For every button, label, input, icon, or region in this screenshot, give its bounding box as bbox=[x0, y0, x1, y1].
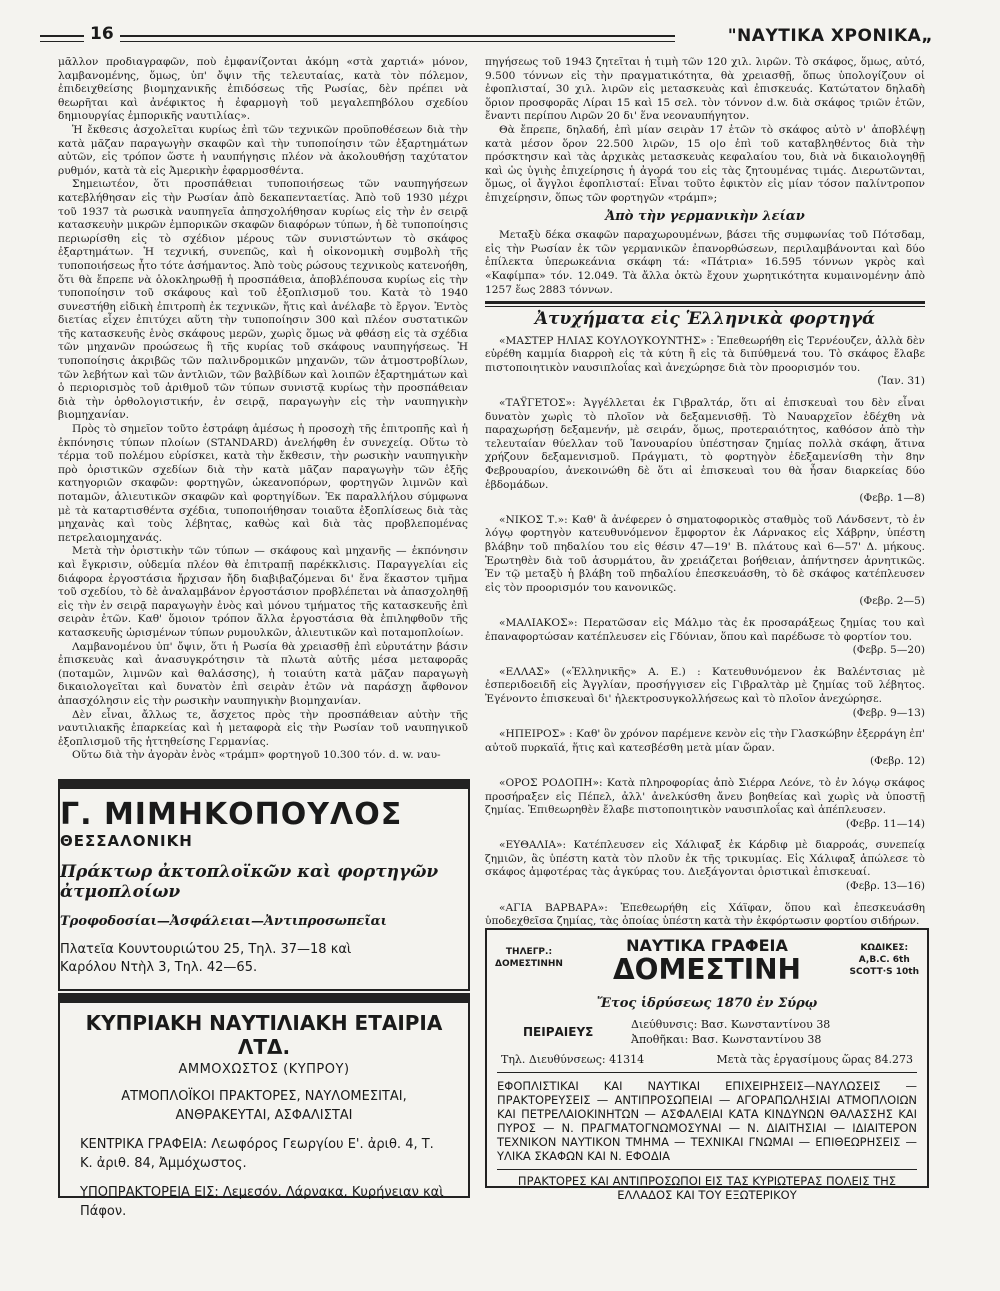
right-column bbox=[485, 56, 925, 950]
telephone-office: Τηλ. Διευθύνσεως: 41314 bbox=[501, 1053, 645, 1066]
address-line: Ἀποθῆκαι: Βασ. Κωνσταντίνου 38 bbox=[631, 1033, 822, 1046]
codes-label: ΚΩΔΙΚΕΣ: bbox=[860, 943, 909, 953]
article-paragraph: πηγήσεως τοῦ 1943 ζητεῖται ἡ τιμὴ τῶν 120 χιλ. λιρῶν. Τὸ σκάφος, ὅμως, αὐτό, 9.500 τόννων εἰς τὴν πραγματικότητα, θὰ χρειασθῇ, ὅπως ὑπολογίζουν οἱ ἐφοπλισταί, 30 χιλ. λιρῶν εἰς μετασκευὰς καὶ ἐπισκευάς. Κατώτατον δηλαδὴ ὅριον προσφορᾶς Λίραι 15 καὶ 15 σελ. τὸν τόννον d.w. διὰ σκάφος τριῶν ἐτῶν, ἔναντι περίπου Λιρῶν 20 δι' ἕνα νεοναυπήγητον. bbox=[485, 56, 925, 123]
header-rule-left bbox=[40, 35, 84, 42]
telegraph-address: ΔΟΜΕΣΤΙΝΗΝ bbox=[495, 959, 563, 969]
telephone-line bbox=[501, 1053, 913, 1066]
entry-date: (Φεβρ. 12) bbox=[869, 755, 925, 768]
article-paragraph: Σημειωτέον, ὅτι προσπάθειαι τυποποιήσεως τῶν ναυπηγήσεων κατεβλήθησαν εἰς τὴν Ρωσίαν ἀπὸ δεκαπενταετίας. Ἀπὸ τοῦ 1930 μέχρι τοῦ 1937 τὰ ρωσικὰ ναυπηγεῖα ἀπησχολήθησαν κυρίως εἰς τὴν ἐν σειρᾷ κατασκευὴν μικρῶν ἐμπορικῶν σκαφῶν διαφόρων τύπων, ἡ δὲ τυποποίησις περιωρίσθη εἰς τὸ σχέδιον μέρους τῶν συνιστώντων τὸ σκάφος ἐξαρτημάτων. Ἡ τεχνική, συνεπῶς, καὶ ἡ οἰκονομικὴ συμβολὴ τῆς τυποποιήσεως ἦτο τότε ἀσήμαντος. Ἀπὸ τοὺς ρώσους τεχνικοὺς κατενοήθη, ὅτι θὰ ἔπρεπε νὰ ὁλοκληρωθῇ ἡ προσπάθεια, ἀποβλέπουσα κυρίως εἰς τὴν τυποποίησιν τοῦ σκάφους καὶ τοῦ ἐξοπλισμοῦ του. Κατὰ τὸ 1940 συνεστήθη εἰδικὴ ἐπιτροπὴ ἐκ τεχνικῶν, ἥτις καὶ ἀνέλαβε τὸ ἔργον. Ἐντὸς διετίας εἶχεν ἐπιτύχει αὕτη τὴν τυποποίησιν 300 καὶ πλέον συστατικῶν τῆς κατασκευῆς ἑνὸς σκάφους μερῶν, χωρὶς ὅμως νὰ φθάσῃ εἰς τὰ σχέδια τῶν μηχανῶν προώσεως ἢ τῆς κυρίας τοῦ σκάφους ναυπηγήσεως. Ἡ τυποποίησις ἀκριβῶς τῶν παλινδρομικῶν μηχανῶν, τῶν ἀτμοστροβίλων, τῶν λεβήτων καὶ τῶν ἀντλιῶν, τῶν βαλβίδων καὶ λοιπῶν ἐξαρτημάτων καὶ ὁ περιορισμὸς τοῦ ἀριθμοῦ τῶν τύπων συνιστᾷ κυρίως τὴν προσπάθειαν διὰ τὴν ὀρθολογιστικήν, ἐν σειρᾷ, παραγωγὴν εἰς τὴν ναυπηγικὴν βιομηχανίαν. bbox=[58, 178, 468, 422]
telephone-after-hours: Μετὰ τὰς ἐργασίμους ὥρας 84.273 bbox=[716, 1053, 913, 1066]
article-paragraph: Θὰ ἔπρεπε, δηλαδή, ἐπὶ μίαν σειρὰν 17 ἐτῶν τὸ σκάφος αὐτὸ ν' ἀποβλέψῃ κατὰ μέσον ὅρον 22.500 λιρῶν, 15 ο|ο ἐπὶ τοῦ καταβληθέντος διὰ τὴν πρόσκτησιν καὶ τὰς ἀρχικὰς μετασκευὰς κεφαλαίου του, διὰ νὰ δικαιολογηθῇ καὶ ὡς ὑγιὴς ἐπιχείρησις ἡ ἀγορά του εἰς τὰς ζητουμένας τιμάς. Διερωτῶνται, ὅμως, οἱ ἄγγλοι ἐφοπλισταί: Εἶναι τοῦτο ἐφικτὸν εἰς μίαν τόσον παλίντροπον ἐπιχείρησιν, ὅπως τῶν φορτηγῶν «τράμπ»; bbox=[485, 123, 925, 204]
entry-date: (Ἰαν. 31) bbox=[877, 375, 925, 388]
company-city: ΠΕΙΡΑΙΕΥΣ bbox=[523, 1025, 594, 1039]
founding-year: Ἔτος ἱδρύσεως 1870 ἐν Σύρῳ bbox=[596, 996, 818, 1011]
ad-header bbox=[487, 930, 927, 996]
entry-date: (Φεβρ. 5—20) bbox=[852, 644, 925, 657]
entry-text: «ΗΠΕΙΡΟΣ» : Καθ' ὃν χρόνον παρέμενε κενὸν εἰς τὴν Γλασκώβην ἐξερράγη ἐπ' αὐτοῦ πυρκαϊά, ἥτις καὶ κατεσβέσθη μετὰ μίαν ὥραν. bbox=[485, 728, 925, 754]
address-lines bbox=[631, 1017, 913, 1047]
entry-text: «ΤΑΫΓΕΤΟΣ»: Ἀγγέλλεται ἐκ Γιβραλτάρ, ὅτι αἱ ἐπισκευαὶ του δὲν εἶναι δυνατὸν χωρὶς τὸ πλοῖον νὰ δεξαμενισθῇ. Τὸ Ναυαρχεῖον ἐδέχθη νὰ παραχωρήσῃ δεξαμενήν, μὲ σειράν, ὅμως, προτεραιότητος, καθόσον ἀπὸ τὴν τελευταίαν θύελλαν τοῦ Ἰανουαρίου ὑπέστησαν ζημίας πολλὰ σκάφη, ἅτινα χρήζουν δεξαμενισμοῦ. Πράγματι, τὸ φορτηγὸν ἐδεξαμενίσθη τὴν 8ην Φεβρουαρίου, ἀνεκοινώθη δὲ ὅτι αἱ ἐπισκευαὶ του θὰ ἦσαν διαρκείας δύο ἑβδομάδων. bbox=[485, 397, 925, 491]
entry-text: «ΜΑΣΤΕΡ ΗΛΙΑΣ ΚΟΥΛΟΥΚΟΥΝΤΗΣ» : Ἐπεθεωρήθη εἰς Τερνέουζεν, ἀλλὰ δὲν εὑρέθη καμμία διαρροὴ εἰς τὰ κύτη ἢ εἰς τὰ διπύθμενά του. Τὸ σκάφος ἔλαβε πιστοποιητικὸν ναυσιπλοΐας καὶ ἀνεχώρησε διὰ τὸν προορισμόν του. bbox=[485, 334, 925, 374]
company-address bbox=[501, 1017, 913, 1047]
accident-entry bbox=[485, 777, 925, 831]
page-header bbox=[40, 22, 945, 52]
subsection-heading: Ἀπὸ τὴν γερμανικὴν λείαν bbox=[605, 208, 805, 224]
page-number: 16 bbox=[90, 24, 114, 44]
telegraph-label: ΤΗΛΕΓΡ.: bbox=[505, 947, 553, 957]
company-location: ΑΜΜΟΧΩΣΤΟΣ (ΚΥΠΡΟΥ) bbox=[178, 1062, 350, 1077]
accident-entry bbox=[485, 617, 925, 658]
company-headquarters: ΚΕΝΤΡΙΚΑ ΓΡΑΦΕΙΑ: Λεωφόρος Γεωργίου Ε'. ἀριθ. 4, Τ. Κ. ἀριθ. 84, Ἀμμόχωστος. bbox=[80, 1137, 434, 1171]
section-divider bbox=[485, 301, 925, 307]
company-type: ΝΑΥΤΙΚΑ ΓΡΑΦΕΙΑ bbox=[626, 936, 788, 955]
article-paragraph: Λαμβανομένου ὑπ' ὄψιν, ὅτι ἡ Ρωσία θὰ χρειασθῇ ἐπὶ εὐρυτάτην βάσιν ἐπισκευὰς καὶ ἀνασυγκρότησιν τὰ πλωτὰ αὐτῆς μέσα μεταφορᾶς (ποταμῶν, λιμνῶν καὶ θαλάσσης), ἡ τοιαύτη κατὰ μᾶζαν παραγωγὴ δικαιολογεῖται καὶ δυνατὸν ἐπὶ σειρὰν ἐτῶν νὰ παράσχῃ ἄφθονον ἀπασχόλησιν εἰς τὴν ρωσικὴν ναυπηγικὴν βιομηχανίαν. bbox=[58, 640, 468, 707]
advertiser-services: Τροφοδοσίαι—Ἀσφάλειαι—Ἀντιπροσωπεῖαι bbox=[60, 914, 387, 929]
address-line: Καρόλου Ντὴλ 3, Τηλ. 42—65. bbox=[60, 960, 258, 975]
company-services: ΕΦΟΠΛΙΣΤΙΚΑΙ ΚΑΙ ΝΑΥΤΙΚΑΙ ΕΠΙΧΕΙΡΗΣΕΙΣ—ΝΑΥΛΩΣΕΙΣ — ΠΡΑΚΤΟΡΕΥΣΕΙΣ — ΑΝΤΙΠΡΟΣΩΠΕΙΑΙ — ΑΓΟΡΑΠΩΛΗΣΙΑΙ ΑΤΜΟΠΛΟΙΩΝ ΚΑΙ ΠΕΤΡΕΛΑΙΟΚΙΝΗΤΩΝ — ΑΣΦΑΛΕΙΑΙ ΚΑΤΑ ΚΙΝΔΥΝΩΝ ΘΑΛΑΣΣΗΣ ΚΑΙ ΠΥΡΟΣ — Ν. ΠΡΑΓΜΑΤΟΓΝΩΜΟΣΥΝΑΙ — Ν. ΔΙΑΙΤΗΣΙΑΙ — ΙΔΙΑΙΤΕΡΟΝ ΤΕΧΝΙΚΟΝ ΝΑΥΤΙΚΟΝ ΤΜΗΜΑ — ΤΕΧΝΙΚΑΙ ΓΝΩΜΑΙ — ΕΠΙΘΕΩΡΗΣΕΙΣ — ΥΛΙΚΑ ΣΚΑΦΩΝ ΚΑΙ Ν. ΕΦΟΔΙΑ bbox=[497, 1072, 917, 1163]
entry-text: «ΑΓΙΑ ΒΑΡΒΑΡΑ»: Ἐπεθεωρήθη εἰς Χάϊφαν, ὅπου καὶ ἐπεσκευάσθη ὑποδεχθεῖσα ζημίας, τὰς ὁποίας ὑπέστη κατὰ τὴν ἐκφόρτωσιν φορτίου σιδήρων. bbox=[485, 901, 925, 928]
entry-text: «ΜΑΛΙΑΚΟΣ»: Περατῶσαν εἰς Μάλμο τὰς ἐκ προσαράξεως ζημίας του καὶ ἐπαναφορτώσαν κατέπλευσεν εἰς Γδύνιαν, ὅπου καὶ παρέδωσε τὸ φορτίον του. bbox=[485, 616, 925, 643]
accident-entry bbox=[485, 514, 925, 609]
telegraph-info bbox=[495, 946, 563, 970]
accident-entry bbox=[485, 335, 925, 389]
advertiser-address bbox=[60, 941, 468, 977]
article-paragraph: Μεταξὺ δέκα σκαφῶν παραχωρουμένων, βάσει τῆς συμφωνίας τοῦ Πότσδαμ, εἰς τὴν Ρωσίαν ἐκ τῶν γερμανικῶν ἐπανορθώσεων, περιλαμβάνονται καὶ δύο ἐπίλεκτα ὑπερωκεάνια σκάφη τά: «Πάτρια» 16.595 τόννων γκρὸς καὶ «Καφίμπα» τόν. 12.049. Τὰ ἄλλα ὀκτὼ ἔχουν χωρητικότητα κυμαινομένην ἀπὸ 1257 ἕως 2883 τόννων. bbox=[485, 229, 925, 296]
article-paragraph: Οὕτω διὰ τὴν ἀγορὰν ἑνὸς «τράμπ» φορτηγοῦ 10.300 τόν. d. w. ναυ- bbox=[72, 749, 441, 762]
code-abc: A,B.C. 6th bbox=[858, 955, 910, 965]
publication-title: "ΝΑΥΤΙΚΑ ΧΡΟΝΙΚΑ„ bbox=[727, 26, 933, 46]
advertisement-kypriaki bbox=[58, 993, 470, 1219]
article-paragraph: μᾶλλον προδιαγραφῶν, ποὺ ἐμφανίζονται ἀκόμη «στὰ χαρτιά» μόνον, λαμβανομένης, ὅμως, ὑπ' ὄψιν τῆς τελευταίας, κατὰ τὸν πόλεμον, ἐπιδειχθείσης βιομηχανικῆς ἐπιδόσεως τῆς Ρωσίας, δὲν πρέπει νὰ θεωρῆται καὶ ἀνέφικτος ἡ ἐφαρμογὴ τοῦ μεγαλεπηβόλου σχεδίου δημιουργίας ἐμπορικῆς ναυτιλίας». bbox=[58, 56, 468, 123]
accident-entry bbox=[485, 728, 925, 769]
codes-info bbox=[850, 942, 920, 978]
entry-text: «ΟΡΟΣ ΡΟΔΟΠΗ»: Κατὰ πληροφορίας ἀπὸ Σιέρρα Λεόνε, τὸ ἐν λόγῳ σκάφος προσήραξεν εἰς Πέπελ, ἀλλ' ἀνελκύσθη ἄνευ βοηθείας καὶ χωρὶς νὰ ὑποστῇ ζημίας. Ἐπιθεωρηθὲν ἔλαβε πιστοποιητικὸν ναυσιπλοΐας καὶ ἀπέπλευσεν. bbox=[485, 776, 925, 817]
header-rule-middle bbox=[120, 35, 675, 42]
article-paragraph: Πρὸς τὸ σημεῖον τοῦτο ἐστράφη ἀμέσως ἡ προσοχὴ τῆς ἐπιτροπῆς καὶ ἡ ἐκπόνησις τύπων πλοίων (STANDARD) ἀνελήφθη ἐν συνεχείᾳ. Οὕτω τὸ τέρμα τοῦ πολέμου εὑρίσκει, κατὰ τὴν ἔκθεσιν, τὴν ρωσικὴν ναυπηγικὴν πρὸ ὁριστικῶν σχεδίων διὰ τὴν κατὰ μᾶζαν παραγωγὴν τῶν ἑξῆς κατηγοριῶν σκαφῶν: φορτηγῶν, ὠκεανοπόρων, φορτηγῶν λιμνῶν καὶ ποταμῶν, ἁλιευτικῶν σκαφῶν καὶ φορτηγίδων. Ἐκ παραλλήλου σύμφωνα μὲ τὰ καταρτισθέντα σχέδια, τυποποιήθησαν τοιαῦτα ἐξοπλίσεως διὰ τὰς μηχανὰς καὶ τοὺς λέβητας, καθὼς καὶ διὰ τὰς προβλεπομένας πετρελαιομηχανάς. bbox=[58, 423, 468, 544]
accident-entry bbox=[485, 839, 925, 893]
section-title: Ἀτυχήματα εἰς Ἑλληνικὰ φορτηγά bbox=[534, 309, 876, 330]
company-branches: ΥΠΟΠΡΑΚΤΟΡΕΙΑ ΕΙΣ: Λεμεσόν, Λάρνακα, Κυρήνειαν καὶ Πάφον. bbox=[80, 1185, 444, 1219]
advertisement-mimikopoulos bbox=[58, 779, 470, 991]
accident-entry bbox=[485, 666, 925, 720]
advertiser-name: Γ. ΜΙΜΗΚΟΠΟΥΛΟΣ bbox=[60, 797, 403, 832]
entry-date: (Φεβρ. 11—14) bbox=[845, 817, 925, 830]
advertisement-domestini bbox=[485, 928, 929, 1202]
entry-date: (Φεβρ. 1—8) bbox=[859, 492, 925, 505]
company-name-block bbox=[592, 936, 822, 985]
entry-text: «ΕΛΛΑΣ» («Ἑλληνικῆς» Α. Ε.) : Κατευθυνόμενον ἐκ Βαλέντσιας μὲ ἐσπεριδοειδῆ εἰς Ἀγγλίαν, προσήγγισεν εἰς Γιβραλτὰρ μὲ ζημίας τοῦ λέβητος. Ἐγένοντο ἐπισκευαὶ δι' ἠλεκτροσυγκολλήσεως καὶ τὸ πλοῖον ἀνεχώρησε. bbox=[485, 665, 925, 705]
address-line: Πλατεῖα Κουντουριώτου 25, Τηλ. 37—18 καὶ bbox=[60, 942, 352, 957]
left-column bbox=[58, 56, 468, 763]
company-name: ΚΥΠΡΙΑΚΗ ΝΑΥΤΙΛΙΑΚΗ ΕΤΑΙΡΙΑ ΛΤΔ. bbox=[85, 1011, 443, 1059]
advertiser-city: ΘΕΣΣΑΛΟΝΙΚΗ bbox=[60, 832, 193, 850]
advertiser-business: Πράκτωρ ἀκτοπλοϊκῶν καὶ φορτηγῶν ἀτμοπλοίων bbox=[60, 862, 439, 902]
entry-date: (Φεβρ. 2—5) bbox=[859, 595, 925, 608]
address-line: Διεύθυνσις: Βασ. Κωνσταντίνου 38 bbox=[631, 1018, 831, 1031]
company-agents: ΠΡΑΚΤΟΡΕΣ ΚΑΙ ΑΝΤΙΠΡΟΣΩΠΟΙ ΕΙΣ ΤΑΣ ΚΥΡΙΩΤΕΡΑΣ ΠΟΛΕΙΣ ΤΗΣ ΕΛΛΑΔΟΣ ΚΑΙ ΤΟΥ ΕΞΩΤΕΡΙΚΟΥ bbox=[497, 1169, 917, 1202]
article-paragraph: Δὲν εἶναι, ἄλλως τε, ἄσχετος πρὸς τὴν προσπάθειαν αὐτὴν τῆς ναυτιλιακῆς ἐπαρκείας καὶ ἡ μεταφορὰ εἰς τὴν Ρωσίαν τοῦ ναυπηγικοῦ ἐξοπλισμοῦ τῆς ἡττηθείσης Γερμανίας. bbox=[58, 708, 468, 748]
entry-text: «ΕΥΘΑΛΙΑ»: Κατέπλευσεν εἰς Χάλιφαξ ἐκ Κάρδιφ μὲ διαρροάς, συνεπείᾳ ζημιῶν, ἃς ὑπέστη κατὰ τὸν πλοῦν ἐκ τῆς τρικυμίας. Εἰς Χάλιφαξ ἀπώλεσε τὸ σκάφος ἀμφοτέρας τὰς ἀγκύρας του. Διεξάγονται ὁριστικαὶ ἐπισκευαί. bbox=[485, 839, 925, 879]
article-paragraph: Μετὰ τὴν ὁριστικὴν τῶν τύπων — σκάφους καὶ μηχανῆς — ἐκπόνησιν καὶ ἔγκρισιν, οὐδεμία πλέον θὰ ἐπιτραπῇ παρέκκλισις. Παραγγελίαι εἰς διάφορα ἐργοστάσια ἤρχισαν ἤδη διαβιβαζόμεναι δι' ἕνα ἕκαστον τμῆμα τοῦ σχεδίου, τὸ δὲ ἀναλαμβάνον ἐργοστάσιον προβλέπεται νὰ ἀπασχοληθῇ εἰς τὴν ἐν σειρᾷ παραγωγὴν ἑνὸς καὶ μόνου τμήματος τῆς κατασκευῆς ἐπὶ σειρὰν ἐτῶν. Καθ' ὅμοιον τρόπον ἄλλα ἐργοστάσια θὰ ἐπιληφθοῦν τῆς κατασκευῆς ὡρισμένων τύπων ρυμουλκῶν, ἁλιευτικῶν καὶ ποταμοπλοίων. bbox=[58, 545, 468, 639]
code-scott: SCOTT·S 10th bbox=[849, 967, 919, 977]
article-paragraph: Ἡ ἔκθεσις ἀσχολεῖται κυρίως ἐπὶ τῶν τεχνικῶν προϋποθέσεων διὰ τὴν κατὰ μᾶζαν παραγωγὴν σκαφῶν καὶ τὴν τυποποίησιν τῶν ἐξαρτημάτων αὐτῶν, εἰς τρόπον ὥστε ἡ ναυπήγησις πλέον νὰ ἀκολουθήσῃ ταχύτατον ρυθμόν, κατὰ τὰ εἰς Ἀμερικὴν ἐφαρμοσθέντα. bbox=[58, 123, 468, 177]
entry-date: (Φεβρ. 13—16) bbox=[845, 880, 925, 893]
company-services: ΑΤΜΟΠΛΟΪΚΟΙ ΠΡΑΚΤΟΡΕΣ, ΝΑΥΛΟΜΕΣΙΤΑΙ, ΑΝΘΡΑΚΕΥΤΑΙ, ΑΣΦΑΛΙΣΤΑΙ bbox=[121, 1089, 407, 1123]
accident-entry bbox=[485, 397, 925, 506]
entry-text: «ΝΙΚΟΣ Τ.»: Καθ' ἃ ἀνέφερεν ὁ σηματοφορικὸς σταθμὸς τοῦ Λάνδσεντ, τὸ ἐν λόγῳ φορτηγὸν κατευθυνόμενον ἔμφορτον ἐκ Λάρνακος εἰς Χάβρην, ὑπέστη βλάβην τοῦ πηδαλίου του εἰς θέσιν 47—19' Β. πλάτους καὶ 6—57' Δ. μήκους. Ἐρωτηθὲν διὰ τοῦ ἀσυρμάτου, ἂν χρειάζεται βοήθειαν, ἀπήντησεν ἀρνητικῶς. Ἐν τῷ μεταξὺ ἡ βλάβη τοῦ πηδαλίου ἐπεσκευάσθη, τὸ δὲ σκάφος κατέπλευσεν εἰς τὸν προορισμόν του κανονικῶς. bbox=[485, 513, 925, 594]
entry-date: (Φεβρ. 9—13) bbox=[852, 706, 925, 719]
company-name: ΔΟΜΕΣΤΙΝΗ bbox=[613, 953, 801, 986]
